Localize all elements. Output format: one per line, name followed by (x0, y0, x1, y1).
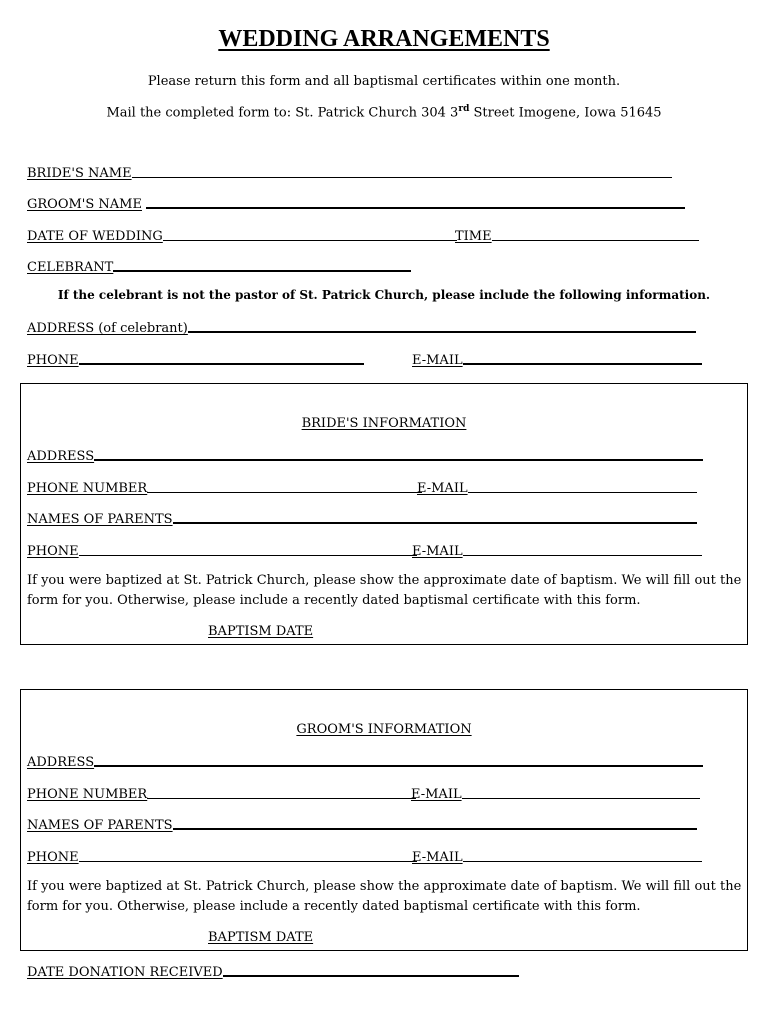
brides-name-field[interactable] (27, 163, 672, 181)
time-field[interactable] (455, 226, 699, 244)
groom-baptism-date-field[interactable] (208, 930, 313, 945)
groom-parents-phone-label: PHONE (27, 850, 79, 865)
bride-baptism-date-field[interactable] (208, 624, 313, 639)
celebrant-address-line[interactable] (188, 331, 696, 333)
date-of-wedding-field[interactable] (27, 226, 457, 244)
bride-parents-email-line[interactable] (463, 555, 702, 556)
groom-parents-label: NAMES OF PARENTS (27, 818, 173, 833)
groom-email-line[interactable] (462, 798, 700, 799)
groom-email-label: E-MAIL (411, 787, 462, 802)
celebrant-address-field[interactable] (27, 318, 696, 336)
celebrant-email-label: E-MAIL (412, 353, 463, 368)
celebrant-email-line[interactable] (463, 363, 702, 365)
bride-parents-phone-line[interactable] (79, 555, 417, 556)
celebrant-line[interactable] (113, 270, 411, 272)
celebrant-note: If the celebrant is not the pastor of St. Patrick Church, please include the following information. (57, 288, 711, 302)
groom-phone-number-field[interactable] (27, 784, 416, 802)
groom-phone-number-line[interactable] (147, 798, 416, 799)
time-label: TIME (455, 229, 492, 244)
brides-information-heading: BRIDE'S INFORMATION (301, 416, 467, 431)
bride-parents-line[interactable] (173, 522, 697, 524)
celebrant-field[interactable] (27, 257, 411, 275)
celebrant-label: CELEBRANT (27, 260, 114, 275)
groom-parents-line[interactable] (173, 828, 697, 830)
time-line[interactable] (492, 240, 699, 241)
bride-address-line[interactable] (94, 459, 703, 461)
groom-address-line[interactable] (94, 765, 703, 767)
grooms-information-heading: GROOM'S INFORMATION (296, 722, 472, 737)
bride-phone-number-label: PHONE NUMBER (27, 481, 148, 496)
date-donation-received-line[interactable] (223, 975, 519, 977)
groom-parents-phone-line[interactable] (79, 861, 417, 862)
groom-phone-number-label: PHONE NUMBER (27, 787, 148, 802)
date-donation-received-label: DATE DONATION RECEIVED (27, 965, 223, 980)
groom-parents-field[interactable] (27, 815, 697, 833)
bride-baptism-date-label: BAPTISM DATE (208, 624, 314, 639)
mailing-address (0, 104, 768, 120)
mailing-address-suffix: Street Imogene, Iowa 51645 (469, 105, 662, 121)
grooms-name-field[interactable] (27, 194, 685, 212)
groom-parents-email-field[interactable] (412, 847, 702, 865)
mailing-address-prefix: Mail the completed form to: St. Patrick Church 304 3 (106, 105, 459, 121)
page-title: WEDDING ARRANGEMENTS (218, 26, 550, 52)
date-of-wedding-label: DATE OF WEDDING (27, 229, 163, 244)
bride-parents-email-field[interactable] (412, 541, 702, 559)
bride-parents-phone-field[interactable] (27, 541, 417, 559)
celebrant-phone-label: PHONE (27, 353, 79, 368)
groom-address-field[interactable] (27, 752, 703, 770)
bride-phone-number-line[interactable] (147, 492, 422, 493)
return-instructions: Please return this form and all baptismal certificates within one month. (147, 74, 621, 89)
celebrant-email-field[interactable] (412, 350, 702, 368)
grooms-information-section (20, 689, 748, 951)
brides-name-line[interactable] (132, 177, 672, 178)
date-donation-received-field[interactable] (27, 962, 519, 980)
bride-address-field[interactable] (27, 446, 703, 464)
celebrant-address-label: ADDRESS (of celebrant) (27, 321, 188, 336)
bride-parents-email-label: E-MAIL (412, 544, 463, 559)
groom-baptism-date-label: BAPTISM DATE (208, 930, 314, 945)
bride-address-label: ADDRESS (27, 449, 95, 464)
brides-name-label: BRIDE'S NAME (27, 166, 132, 181)
bride-baptism-note: If you were baptized at St. Patrick Church, please show the approximate date of baptism. We will fill out the form for you. Otherwise, please include a recently dated baptismal certificate with this form. (27, 573, 742, 608)
celebrant-phone-field[interactable] (27, 350, 364, 368)
groom-email-field[interactable] (411, 784, 700, 802)
bride-email-line[interactable] (468, 492, 697, 493)
bride-parents-phone-label: PHONE (27, 544, 79, 559)
bride-email-label: E-MAIL (417, 481, 468, 496)
groom-address-label: ADDRESS (27, 755, 95, 770)
date-of-wedding-line[interactable] (163, 240, 457, 241)
bride-phone-number-field[interactable] (27, 478, 422, 496)
grooms-name-line[interactable] (146, 207, 685, 209)
groom-parents-phone-field[interactable] (27, 847, 417, 865)
bride-parents-label: NAMES OF PARENTS (27, 512, 173, 527)
brides-information-section (20, 383, 748, 645)
groom-parents-email-label: E-MAIL (412, 850, 463, 865)
groom-parents-email-line[interactable] (463, 861, 702, 862)
bride-email-field[interactable] (417, 478, 697, 496)
bride-parents-field[interactable] (27, 509, 697, 527)
celebrant-phone-line[interactable] (79, 363, 364, 365)
groom-baptism-note: If you were baptized at St. Patrick Church, please show the approximate date of baptism. We will fill out the form for you. Otherwise, please include a recently dated baptismal certificate with this form. (27, 879, 742, 914)
mailing-address-sup: rd (458, 104, 470, 114)
grooms-name-label: GROOM'S NAME (27, 197, 142, 212)
